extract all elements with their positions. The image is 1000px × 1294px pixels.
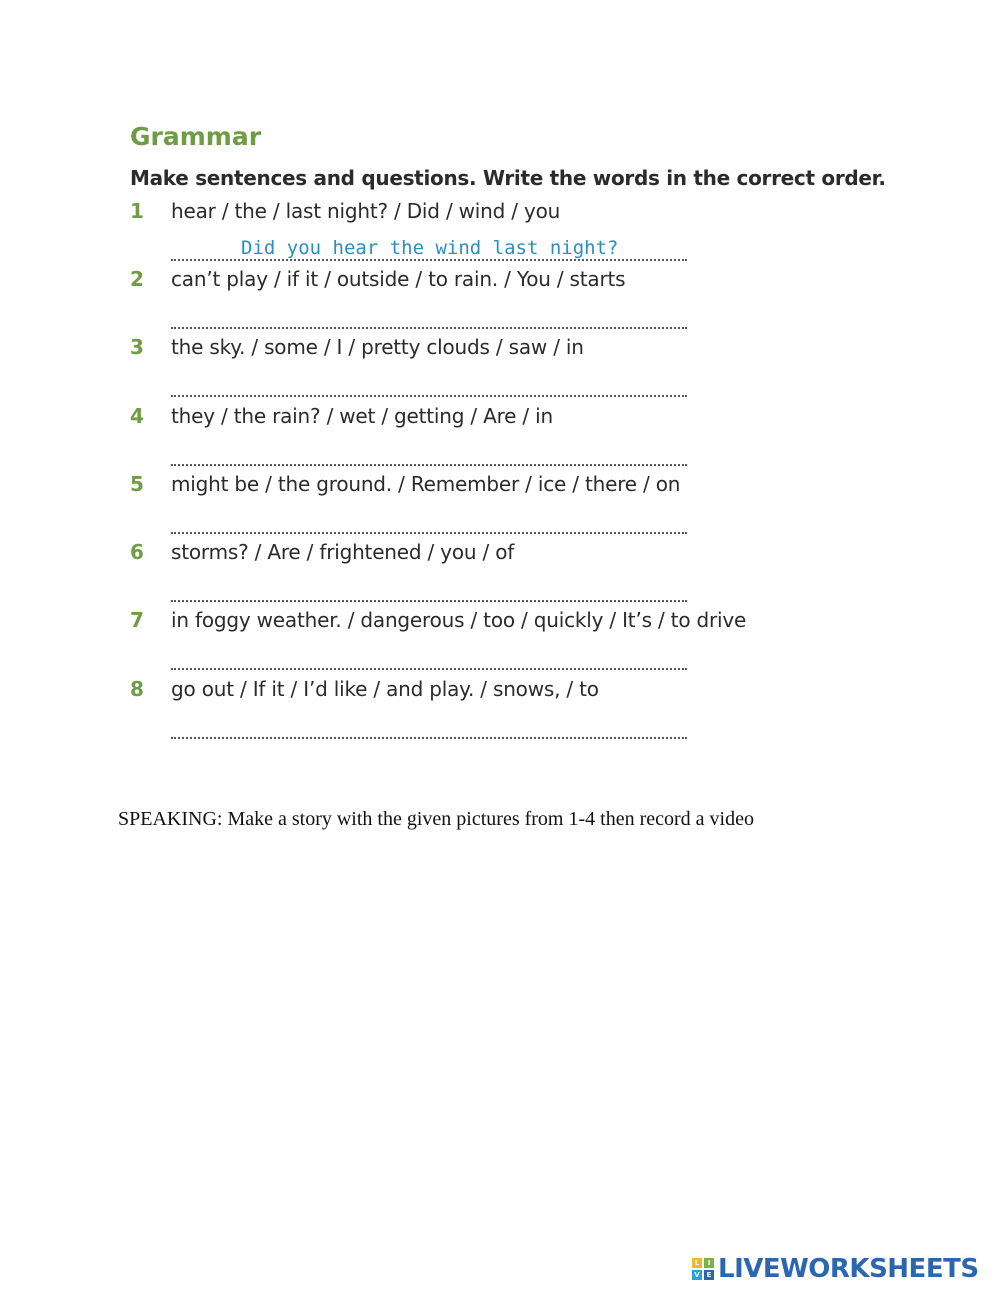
item-prompt: might be / the ground. / Remember / ice / there / on [171, 472, 681, 496]
speaking-instructions: SPEAKING: Make a story with the given pictures from 1-4 then record a video [118, 808, 754, 830]
answer-input[interactable] [171, 715, 687, 739]
answer-input[interactable] [171, 305, 687, 329]
item-prompt: in foggy weather. / dangerous / too / quickly / It’s / to drive [171, 608, 747, 632]
answer-input[interactable] [171, 442, 687, 466]
brand-mark-tile: V [692, 1270, 702, 1280]
section-title: Grammar [130, 122, 262, 151]
item-prompt: they / the rain? / wet / getting / Are / in [171, 404, 553, 428]
brand-mark-tile: E [704, 1270, 714, 1280]
item-number: 5 [130, 472, 144, 496]
answer-input[interactable] [171, 373, 687, 397]
item-prompt: can’t play / if it / outside / to rain. / You / starts [171, 267, 626, 291]
exercise-instructions: Make sentences and questions. Write the words in the correct order. [130, 166, 886, 190]
item-prompt: the sky. / some / I / pretty clouds / saw / in [171, 335, 584, 359]
exercise-item [130, 267, 850, 327]
item-number: 3 [130, 335, 144, 359]
exercise-item [130, 404, 850, 464]
exercise-item [130, 199, 850, 259]
brand-mark-icon [692, 1258, 714, 1280]
answer-input[interactable] [171, 646, 687, 670]
item-number: 6 [130, 540, 144, 564]
item-number: 1 [130, 199, 144, 223]
liveworksheets-logo [692, 1252, 979, 1286]
item-number: 4 [130, 404, 144, 428]
brand-name: LIVEWORKSHEETS [718, 1254, 979, 1284]
answer-input[interactable] [171, 237, 687, 261]
brand-mark-tile: I [704, 1258, 714, 1268]
answer-input[interactable] [171, 578, 687, 602]
item-prompt: hear / the / last night? / Did / wind / you [171, 199, 561, 223]
exercise-item [130, 677, 850, 737]
exercise-item [130, 540, 850, 600]
item-number: 2 [130, 267, 144, 291]
exercise-item [130, 472, 850, 532]
item-prompt: go out / If it / I’d like / and play. / snows, / to [171, 677, 599, 701]
exercise-item [130, 608, 850, 668]
answer-input[interactable] [171, 510, 687, 534]
exercise-item [130, 335, 850, 395]
item-number: 8 [130, 677, 144, 701]
item-prompt: storms? / Are / frightened / you / of [171, 540, 515, 564]
item-number: 7 [130, 608, 144, 632]
brand-mark-tile: L [692, 1258, 702, 1268]
